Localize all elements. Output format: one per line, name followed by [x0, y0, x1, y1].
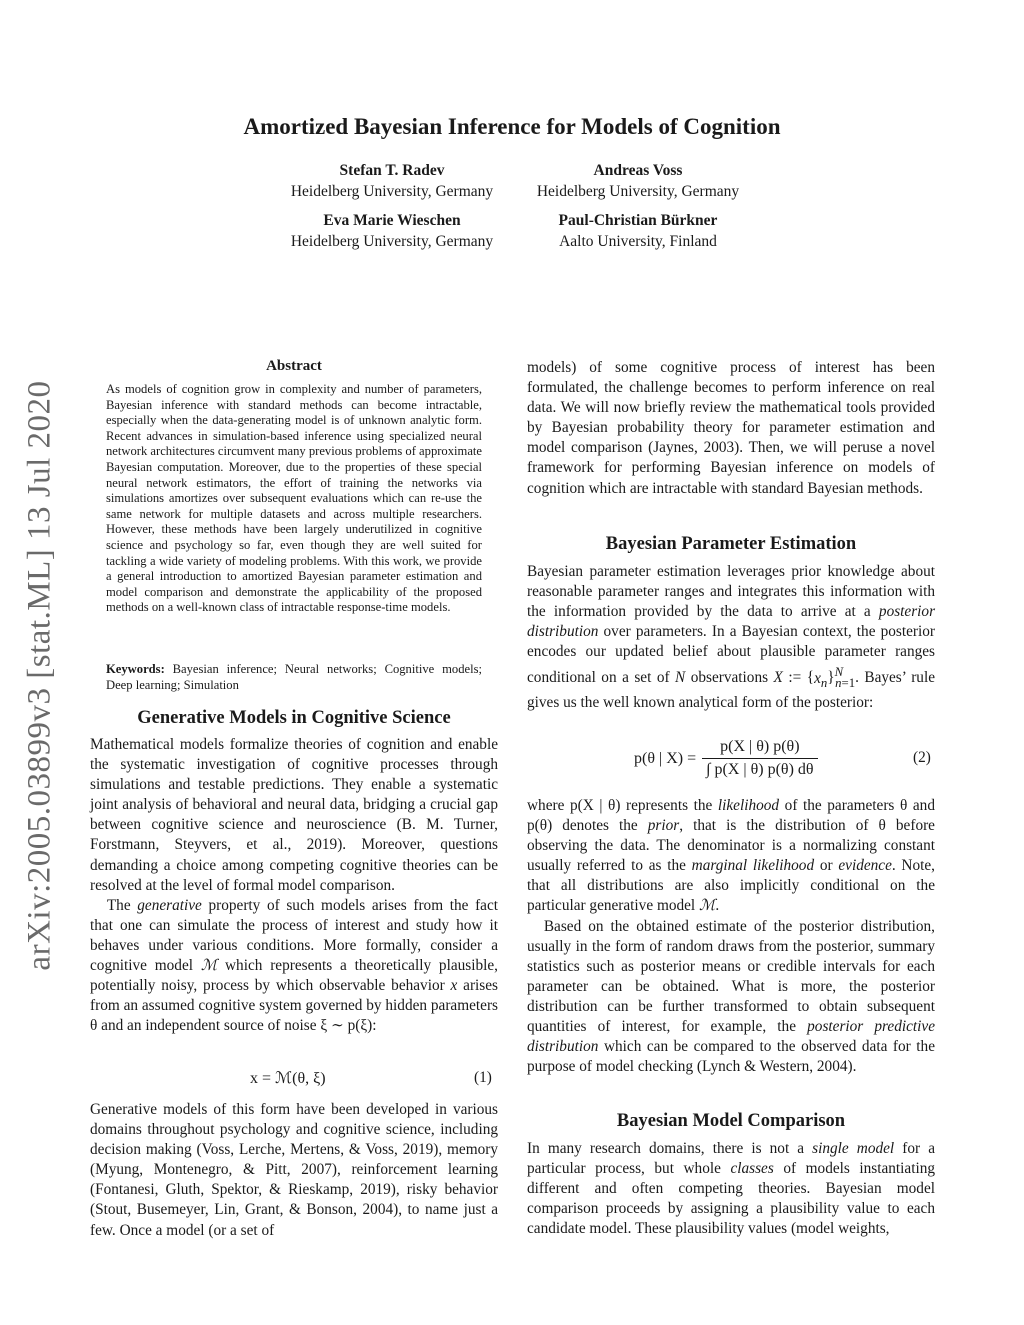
paragraph: Based on the obtained estimate of the posterior distribution, usually in the form of random draws from the posterior, summary statistics such as posterior means or credible intervals for each parameter can be obtained. What is more, the posterior distribution can be further transformed to obtain subsequent quantities of interest, for example, the posterior predictive distribution which can be compared to the observed data for the purpose of model checking (Lynch & Western, 2004).: [527, 917, 935, 1076]
author-affiliation: Heidelberg University, Germany: [536, 183, 740, 200]
author-affiliation: Heidelberg University, Germany: [290, 183, 494, 200]
paragraph: models) of some cognitive process of interest has been formulated, the challenge becomes to perform inference on real data. We will now briefly review the mathematical tools provided by Bayesian probability theory for parameter estimation and model comparison (Jaynes, 2003). Then, we will peruse a novel framework for performing Bayesian inference on models of cognition which are intractable with standard Bayesian methods.: [527, 359, 935, 497]
author-affiliation: Aalto University, Finland: [559, 233, 717, 250]
arxiv-watermark: arXiv:2005.03899v3 [stat.ML] 13 Jul 2020: [21, 379, 58, 971]
author-name: Paul-Christian Bürkner: [558, 212, 718, 229]
author-block: [488, 210, 788, 252]
equation-number: (1): [474, 1069, 492, 1086]
author-name: Andreas Voss: [593, 162, 683, 179]
section-heading-comparison: Bayesian Model Comparison: [616, 1111, 846, 1131]
equation-1: x = ℳ(θ, ξ): [250, 1070, 326, 1087]
paragraph: Mathematical models formalize theories of cognition and enable the systematic investigation of cognitive processes through simulations and testable predictions. They enable a systematic joint analysis of behavioral and neural data, bridging a crucial gap between cognitive science and neuroscience (B. M. Turner, Forstmann, Steyvers, et al., 2019). Moreover, questions demanding a choice among competing cognitive theories can be resolved at the level of formal model comparison.: [90, 736, 498, 894]
paragraph: where p(X | θ) represents the likelihood of the parameters θ and p(θ) denotes the prior, that is the distribution of θ before observing the data. The denominator is a normalizing constant usually referred to as the marginal likelihood or evidence. Note, that all distributions are also implicitly conditional on the particular generative model ℳ.: [527, 797, 935, 915]
author-affiliation: Heidelberg University, Germany: [290, 233, 494, 250]
keywords-list: Bayesian inference; Neural networks; Cognitive models; Deep learning; Simulation: [106, 662, 482, 692]
keywords: [106, 662, 482, 693]
paragraph: In many research domains, there is not a single model for a particular process, but whole classes of models instantiating different and often competing theories. Bayesian model comparison proceeds by assigning a plausibility value to each candidate model. These plausibility values (model weights,: [527, 1140, 936, 1238]
equation-number: (2): [913, 749, 931, 766]
author-name: Eva Marie Wieschen: [323, 212, 461, 229]
paragraph: Generative models of this form have been developed in various domains throughout psychology and cognitive science, including decision making (Voss, Lerche, Mertens, & Voss, 2019), memory (Myung, Montenegro, & Pitt, 2007), reinforcement learning (Fontanesi, Gluth, Spektor, & Rieskamp, 2019), risky behavior (Stout, Busemeyer, Lin, Grant, & Bonson, 2004), to name just a few. Once a model (or a set of: [90, 1101, 498, 1239]
paper-title: Amortized Bayesian Inference for Models of Cognition: [243, 114, 781, 139]
equation-2: p(θ | X) = $\frac{p(X | \theta) p(\theta)}{\int p(X | \theta) p(\theta) d\theta}$: [634, 738, 818, 779]
generative-paragraphs: [90, 735, 498, 1036]
section-heading-estimation: Bayesian Parameter Estimation: [605, 534, 857, 554]
paragraph: The generative property of such models arises from the fact that one can simulate the process of interest and study how it behaves under various conditions. More formally, consider a cognitive model ℳ which represents a theoretically plausible, potentially noisy, process by which observable behavior x arises from an assumed cognitive system governed by hidden parameters θ and an independent source of noise ξ ∼ p(ξ):: [90, 896, 498, 1035]
author-block: [488, 160, 788, 202]
keywords-label: Keywords:: [106, 662, 165, 676]
section-heading-generative: Generative Models in Cognitive Science: [137, 708, 451, 728]
author-name: Stefan T. Radev: [339, 162, 445, 179]
paragraph: Bayesian parameter estimation leverages prior knowledge about reasonable parameter ranges and integrates this information with the information provided by the data to arrive at a posterior distribution over parameters. In a Bayesian context, the posterior encodes our updated belief about plausible parameter ranges conditional on a set of N observations X := $\{x_n\}^N_{n=1}$. Bayes’ rule gives us the well known analytical form of the posterior:: [527, 563, 936, 711]
abstract-heading: Abstract: [266, 358, 322, 374]
estimation-paragraphs: [527, 796, 935, 1077]
abstract-text: As models of cognition grow in complexity and number of parameters, Bayesian inference with standard methods can become intractable, especially when the data-generating model is of unknown analytic form. Recent advances in simulation-based inference using specialized neural network architectures circumvent many previous problems of approximate Bayesian computation. Moreover, due to the properties of these special neural network estimators, the effort of training the networks via simulations amortizes over subsequent evaluations which can re-use the same network for multiple datasets and across multiple researchers. However, these methods have been largely underutilized in cognitive science and psychology so far, even though they are well suited for tackling a wide variety of modeling problems. With this work, we provide a general introduction to amortized Bayesian parameter estimation and model comparison and demonstrate the applicability of the proposed methods on a well-known class of intractable response-time models.: [106, 382, 482, 615]
